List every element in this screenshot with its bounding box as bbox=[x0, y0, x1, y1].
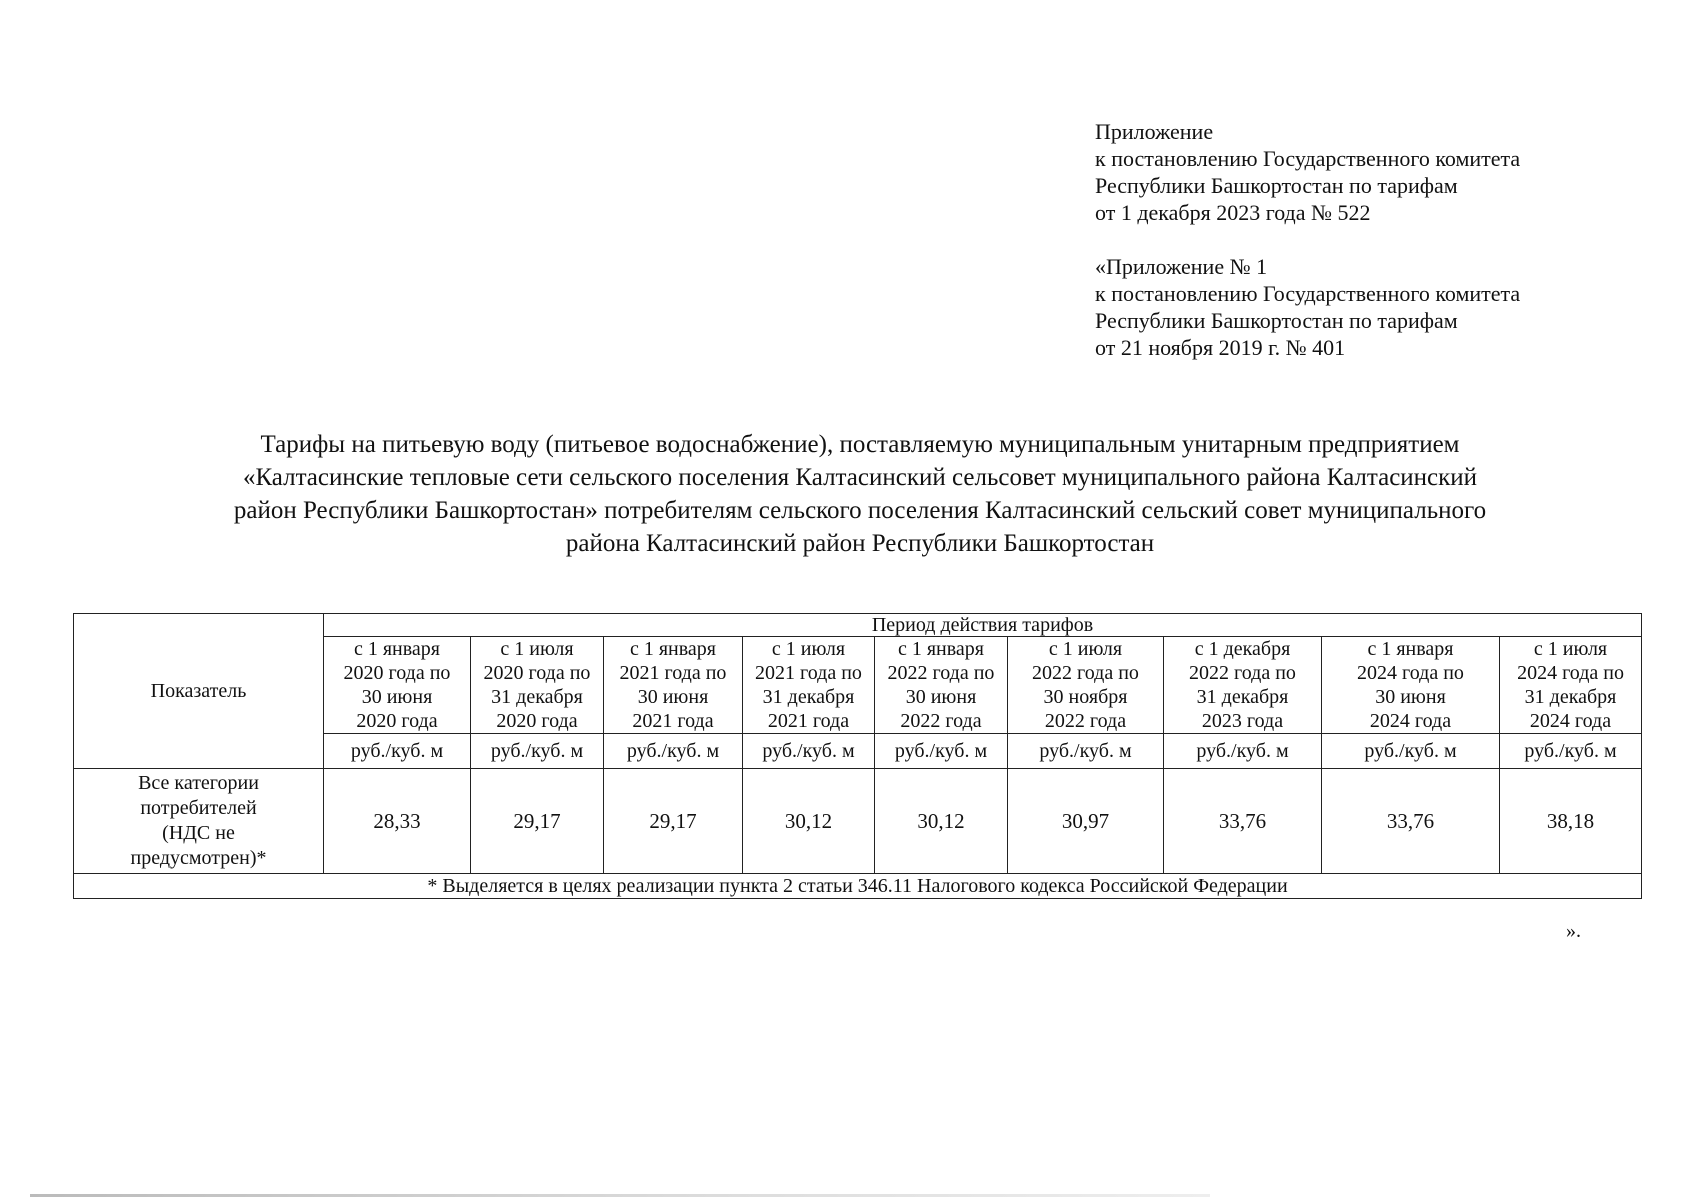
tariff-value: 28,33 bbox=[324, 769, 471, 874]
title-line: район Республики Башкортостан» потребителям сельского поселения Калтасинский сельский совет муниципального bbox=[233, 497, 1487, 524]
period-line: 2020 года по bbox=[483, 662, 591, 684]
unit-cell: руб./куб. м bbox=[604, 734, 743, 769]
tariff-value: 38,18 bbox=[1500, 769, 1642, 874]
period-line: с 1 июля bbox=[771, 638, 846, 660]
row-label-line: предусмотрен)* bbox=[130, 847, 267, 869]
tariff-value: 29,17 bbox=[471, 769, 604, 874]
period-line: 2020 года по bbox=[343, 662, 451, 684]
appendix-header bbox=[1095, 118, 1520, 361]
appendix-line: Приложение bbox=[1095, 119, 1214, 144]
row-label bbox=[74, 769, 324, 874]
period-column-header bbox=[743, 637, 875, 734]
period-column-header bbox=[1500, 637, 1642, 734]
period-line: 2020 года bbox=[356, 710, 438, 732]
period-line: 2022 года bbox=[1044, 710, 1127, 732]
period-line: с 1 декабря bbox=[1194, 638, 1291, 660]
period-line: 31 декабря bbox=[491, 686, 583, 708]
period-line: 2022 года bbox=[900, 710, 982, 732]
title-line: района Калтасинский район Республики Башкортостан bbox=[565, 530, 1155, 557]
period-column-header bbox=[1322, 637, 1500, 734]
unit-cell: руб./куб. м bbox=[743, 734, 875, 769]
unit-cell: руб./куб. м bbox=[1500, 734, 1642, 769]
value-row bbox=[74, 769, 1642, 874]
appendix-current bbox=[1095, 118, 1520, 226]
appendix-line: от 1 декабря 2023 года № 522 bbox=[1095, 200, 1371, 225]
period-line: 30 июня bbox=[1375, 686, 1446, 708]
tariff-table bbox=[73, 613, 1642, 899]
period-line: 31 декабря bbox=[1524, 686, 1617, 708]
period-line: 2020 года bbox=[496, 710, 578, 732]
appendix-line: к постановлению Государственного комитета bbox=[1095, 146, 1521, 171]
period-line: 2021 года по bbox=[619, 662, 727, 684]
appendix-line: от 21 ноября 2019 г. № 401 bbox=[1095, 335, 1346, 360]
period-column-header bbox=[471, 637, 604, 734]
unit-cell: руб./куб. м bbox=[1322, 734, 1500, 769]
tariff-value: 33,76 bbox=[1322, 769, 1500, 874]
period-line: с 1 января bbox=[353, 638, 441, 660]
period-line: с 1 июля bbox=[1048, 638, 1123, 660]
period-column-header bbox=[1008, 637, 1164, 734]
appendix-line: Республики Башкортостан по тарифам bbox=[1095, 308, 1458, 333]
appendix-line: «Приложение № 1 bbox=[1095, 254, 1268, 279]
title-line: Тарифы на питьевую воду (питьевое водоснабжение), поставляемую муниципальным унитарным предприятием bbox=[260, 431, 1460, 458]
period-column-header bbox=[604, 637, 743, 734]
row-label-line: Все категории bbox=[138, 772, 259, 794]
closing-quote: ». bbox=[1566, 920, 1581, 942]
tariff-value: 29,17 bbox=[604, 769, 743, 874]
tariff-value: 33,76 bbox=[1164, 769, 1322, 874]
period-line: 2022 года по bbox=[1032, 662, 1139, 684]
period-line: 2024 года по bbox=[1517, 662, 1624, 684]
scan-edge-line bbox=[30, 1194, 1210, 1197]
period-line: 31 декабря bbox=[1196, 686, 1289, 708]
tariff-value: 30,97 bbox=[1008, 769, 1164, 874]
appendix-original bbox=[1095, 253, 1520, 361]
indicator-header: Показатель bbox=[74, 614, 324, 769]
document-title bbox=[120, 428, 1600, 560]
row-label-line: (НДС не bbox=[162, 822, 235, 844]
period-line: с 1 января bbox=[1367, 638, 1454, 660]
period-line: 2022 года по bbox=[887, 662, 995, 684]
period-line: 30 ноября bbox=[1043, 686, 1128, 708]
appendix-line: Республики Башкортостан по тарифам bbox=[1095, 173, 1458, 198]
period-line: с 1 июля bbox=[500, 638, 574, 660]
unit-cell: руб./куб. м bbox=[875, 734, 1008, 769]
appendix-line: к постановлению Государственного комитета bbox=[1095, 281, 1521, 306]
unit-cell: руб./куб. м bbox=[1164, 734, 1322, 769]
tariff-value: 30,12 bbox=[743, 769, 875, 874]
period-line: 2021 года bbox=[632, 710, 714, 732]
period-line: с 1 января bbox=[897, 638, 985, 660]
period-line: 2022 года по bbox=[1189, 662, 1296, 684]
period-header: Период действия тарифов bbox=[324, 614, 1642, 637]
period-line: с 1 января bbox=[629, 638, 717, 660]
title-line: «Калтасинские тепловые сети сельского поселения Калтасинский сельсовет муниципального района Калтасинский bbox=[242, 464, 1478, 491]
period-line: 30 июня bbox=[905, 686, 977, 708]
unit-cell: руб./куб. м bbox=[324, 734, 471, 769]
tariff-value: 30,12 bbox=[875, 769, 1008, 874]
period-line: 2024 года bbox=[1369, 710, 1452, 732]
period-line: 2023 года bbox=[1201, 710, 1284, 732]
period-line: 30 июня bbox=[361, 686, 433, 708]
row-label-line: потребителей bbox=[140, 797, 257, 819]
unit-cell: руб./куб. м bbox=[471, 734, 604, 769]
period-line: 2021 года bbox=[767, 710, 850, 732]
period-line: 2024 года bbox=[1529, 710, 1612, 732]
unit-cell: руб./куб. м bbox=[1008, 734, 1164, 769]
period-line: 2024 года по bbox=[1357, 662, 1464, 684]
period-line: 30 июня bbox=[637, 686, 709, 708]
period-column-header bbox=[324, 637, 471, 734]
period-line: 31 декабря bbox=[762, 686, 855, 708]
period-column-header bbox=[875, 637, 1008, 734]
footnote: * Выделяется в целях реализации пункта 2 статьи 346.11 Налогового кодекса Российской Федерации bbox=[74, 874, 1642, 899]
period-column-header bbox=[1164, 637, 1322, 734]
period-line: с 1 июля bbox=[1533, 638, 1608, 660]
period-line: 2021 года по bbox=[755, 662, 862, 684]
